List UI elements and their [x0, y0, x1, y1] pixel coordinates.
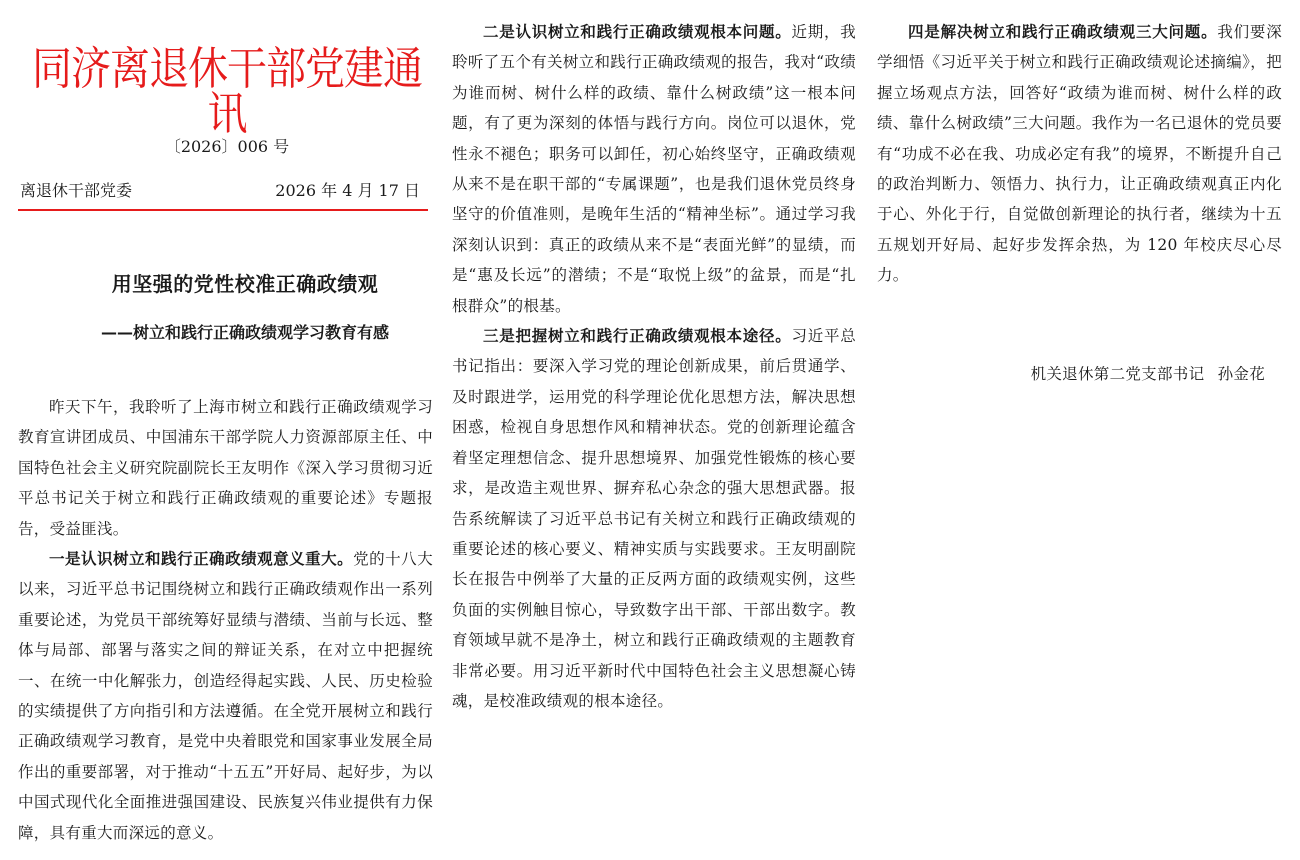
section-4-body: 我们要深学细悟《习近平关于树立和践行正确政绩观论述摘编》，把握立场观点方法，回答好“政绩为谁而树、树什么样的政绩、靠什么树政绩”三大问题。我作为一名已退休的党员要有“功成不必在我、功成必定有我”的境界，不断提升自己的政治判断力、领悟力、执行力，让正确政绩观真正内化于心、外化于行，自觉做创新理论的执行者，继续为十五五规划开好局、起好步发挥余热，为 120 年校庆尽心尽力。 — [877, 23, 1283, 285]
publication-date: 2026 年 4 月 17 日 — [275, 181, 420, 200]
column-1 — [18, 0, 436, 860]
intro-paragraph: 昨天下午，我聆听了上海市树立和践行正确政绩观学习教育宣讲团成员、中国浦东干部学院人力资源部原主任、中国特色社会主义研究院副院长王友明作《深入学习贯彻习近平总书记关于树立和践行正确政绩观的重要论述》专题报告，受益匪浅。 — [18, 398, 433, 538]
column-3 — [877, 0, 1287, 860]
section-2-lead: 二是认识树立和践行正确政绩观根本问题。 — [483, 23, 792, 41]
section-3-body: 习近平总书记指出：要深入学习党的理论创新成果，前后贯通学、及时跟进学，运用党的科学理论优化思想方法，解决思想困惑，检视自身思想作风和精神状态。党的创新理论蕴含着坚定理想信念、提升思想境界、加强党性锻炼的核心要求，是改造主观世界、摒弃私心杂念的强大思想武器。报告系统解读了习近平总书记有关树立和践行正确政绩观的重要论述的核心要义、精神实质与实践要求。王友明副院长在报告中例举了大量的正反两方面的政绩观实例，这些负面的实例触目惊心，导致数字出干部、干部出数字。教育领域早就不是净土，树立和践行正确政绩观的主题教育非常必要。用习近平新时代中国特色社会主义思想凝心铸魂，是校准政绩观的根本途径。 — [452, 327, 857, 710]
section-1-paragraph — [18, 544, 433, 848]
section-1-body: 党的十八大以来，习近平总书记围绕树立和践行正确政绩观作出一系列重要论述，为党员干部统筹好显绩与潜绩、当前与长远、整体与局部、部署与落实之间的辩证关系，在对立中把握统一、在统一中化解张力，创造经得起实践、人民、历史检验的实绩提供了方向指引和方法遵循。在全党开展树立和践行正确政绩观学习教育，是党中央着眼党和国家事业发展全局作出的重要部署，对于推动“十五五”开好局、起好步，为以中国式现代化全面推进强国建设、民族复兴伟业提供有力保障，具有重大而深远的意义。 — [18, 550, 433, 842]
section-2-body: 近期，我聆听了五个有关树立和践行正确政绩观的报告，我对“政绩为谁而树、树什么样的政绩、靠什么树政绩”这一根本问题，有了更为深刻的体悟与践行方向。岗位可以退休，党性永不褪色；职务可以卸任，初心始终坚守，正确政绩观从来不是在职干部的“专属课题”，也是我们退休党员终身坚守的价值准则，是晚年生活的“精神坐标”。通过学习我深刻认识到：真正的政绩从来不是“表面光鲜”的显绩，而是“惠及长远”的潜绩；不是“取悦上级”的盆景，而是“扎根群众”的根基。 — [452, 23, 857, 315]
header-divider — [18, 209, 428, 211]
section-3-lead: 三是把握树立和践行正确政绩观根本途径。 — [483, 327, 792, 346]
issue-number: 〔2026〕006 号 — [164, 137, 290, 156]
newsletter-masthead: 同济离退休干部党建通讯 — [32, 43, 422, 141]
body-column-2 — [452, 17, 856, 716]
body-column-1 — [18, 392, 433, 848]
section-4-lead: 四是解决树立和践行正确政绩观三大问题。 — [908, 23, 1218, 41]
author-signature: 机关退休第二党支部书记 孙金花 — [1030, 365, 1265, 383]
section-1-lead: 一是认识树立和践行正确政绩观意义重大。 — [49, 550, 354, 569]
body-column-3 — [877, 17, 1282, 291]
article-title: 用坚强的党性校准正确政绩观 — [111, 272, 379, 296]
column-2 — [452, 0, 864, 860]
section-3-paragraph — [452, 321, 856, 716]
section-2-paragraph — [452, 17, 856, 321]
section-4-paragraph — [877, 17, 1282, 291]
publisher-name: 离退休干部党委 — [20, 181, 133, 200]
article-subtitle: ——树立和践行正确政绩观学习教育有感 — [100, 323, 389, 342]
